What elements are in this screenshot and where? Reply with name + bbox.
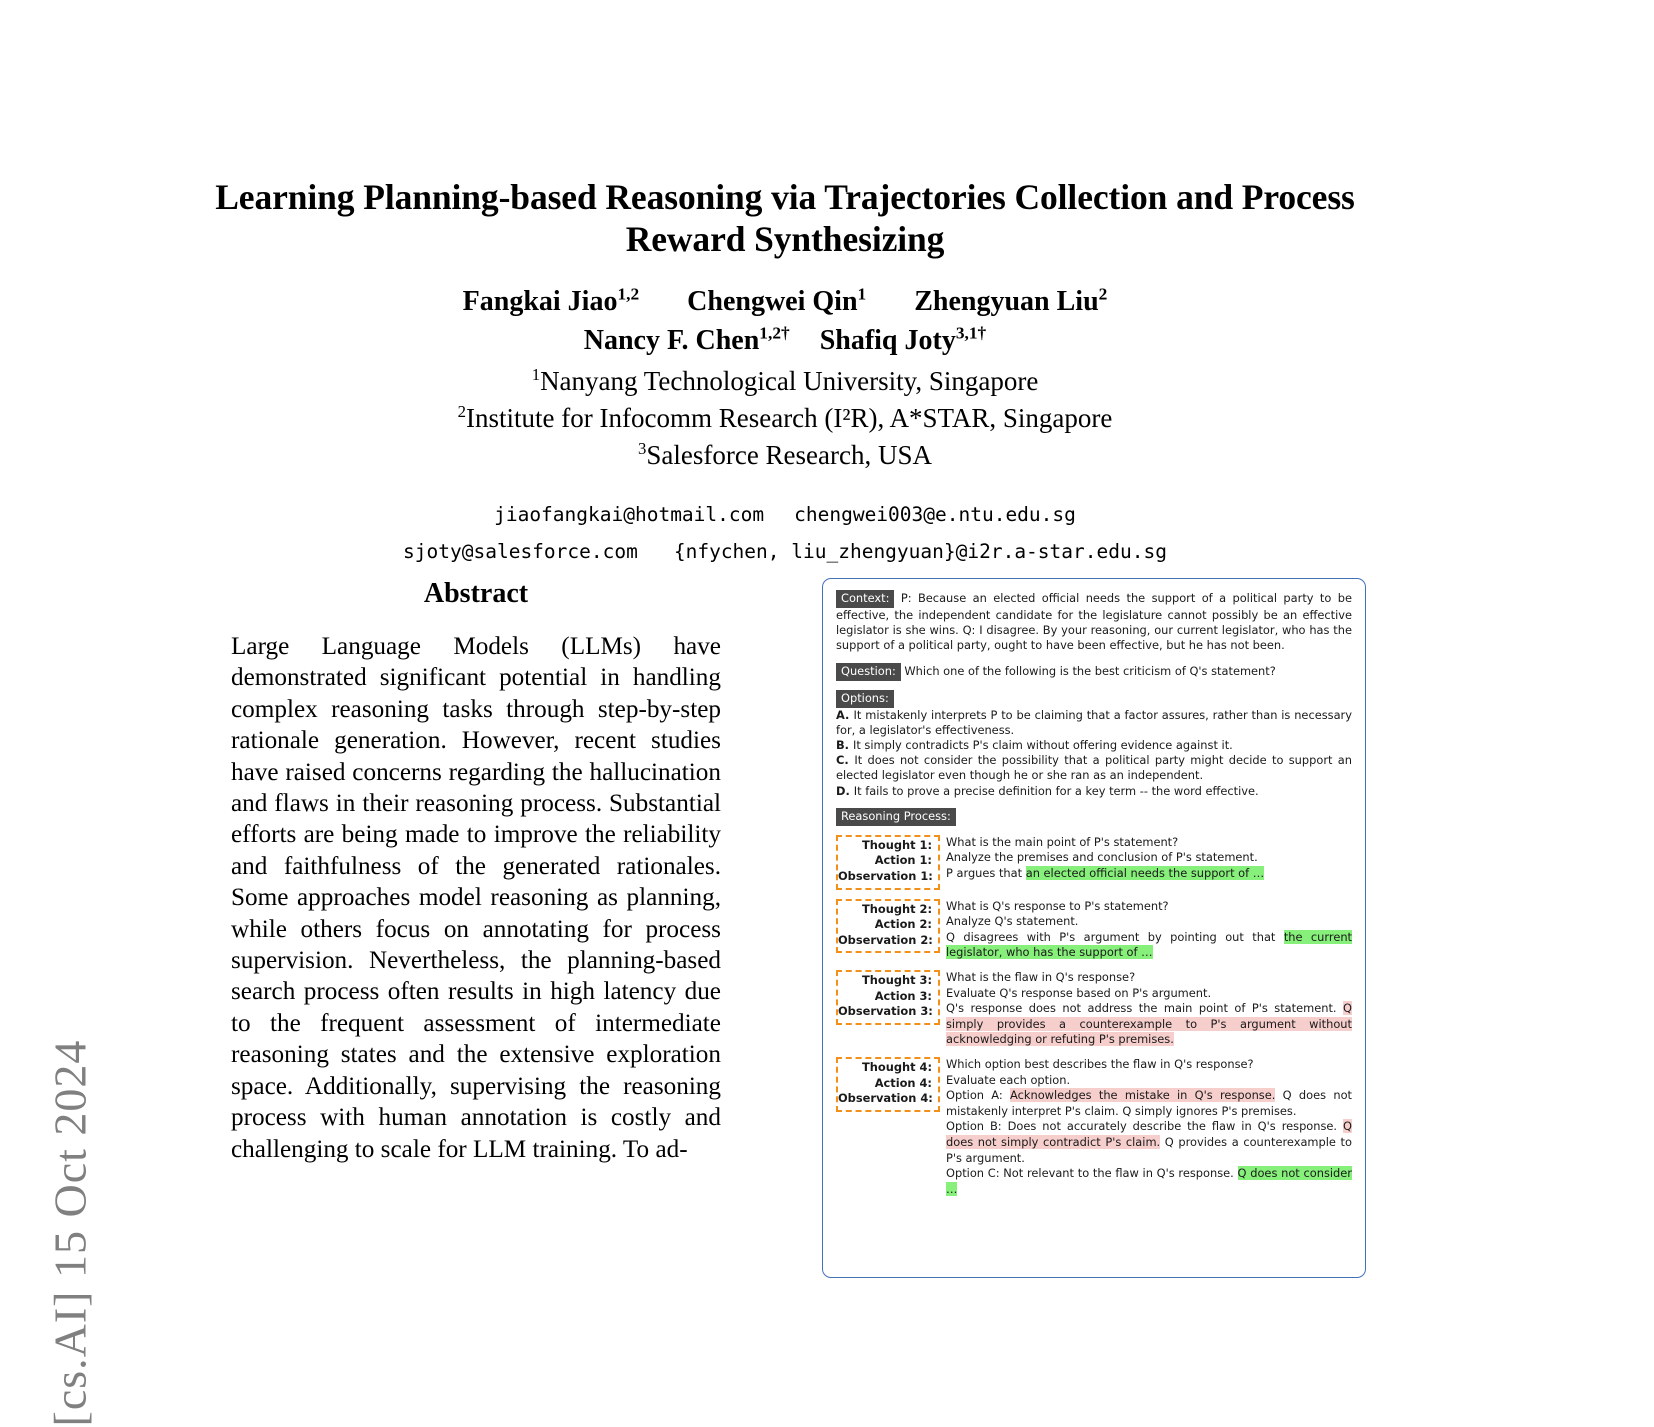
trailing-highlight: Q does not consider …: [946, 1166, 1352, 1196]
observation-label: Observation 2:: [838, 932, 933, 947]
observation-highlight: the current legislator, who has the support of …: [946, 929, 1353, 960]
affiliation-item: [190, 400, 1380, 437]
arxiv-stamp: [0, 0, 150, 1427]
observation-prefix: Q disagrees with P's argument by pointing out that: [946, 929, 1284, 944]
reasoning-step-inner: [836, 970, 1352, 1048]
action-label: Action 4:: [874, 1075, 932, 1090]
author-affiliation-marker: 3,1†: [955, 323, 987, 343]
thought-label: Thought 4:: [862, 1059, 932, 1074]
reasoning-step: [836, 899, 1352, 961]
arxiv-stamp-text: [cs.AI] 15 Oct 2024: [44, 1039, 96, 1427]
observation-highlight: an elected official needs the support of …: [1025, 866, 1265, 881]
thought-text: Which option best describes the flaw in Q's response?: [946, 1056, 1254, 1071]
reasoning-step-labels: [836, 970, 940, 1025]
affiliation-text: Institute for Infocomm Research (I²R), A*STAR, Singapore: [466, 403, 1113, 433]
trailing-option-line: [946, 1166, 1352, 1197]
trailing-highlight: Q does not simply contradict P's claim.: [946, 1119, 1352, 1149]
reasoning-step-bodies: [940, 899, 1352, 961]
option-letter: A.: [836, 707, 854, 722]
observation-text: [946, 1001, 1352, 1048]
option-letter: B.: [836, 738, 853, 753]
context-paragraph: [836, 590, 1352, 654]
affiliation-marker: 1: [531, 365, 541, 384]
reasoning-step: [836, 970, 1352, 1048]
email-address[interactable]: jiaofangkai@hotmail.com: [494, 503, 765, 526]
thought-text: What is the flaw in Q's response?: [946, 969, 1136, 984]
observation-highlight: Q simply provides a counterexample to P's argument without acknowledging or refuting P's premises.: [946, 1001, 1352, 1047]
option-text: It mistakenly interprets P to be claiming that a factor assures, rather than is necessary for, a legislator's effectiveness.: [836, 707, 1352, 737]
option-text: It does not consider the possibility that a political party might decide to support an elected legislator even though he or she ran as an independent.: [836, 753, 1352, 783]
example-figure-panel: [822, 578, 1366, 1278]
reasoning-step-inner: [836, 1057, 1352, 1119]
action-label: Action 1:: [874, 853, 932, 868]
affiliation-text: Nanyang Technological University, Singapore: [540, 366, 1039, 396]
option-line: [836, 738, 1352, 753]
author-name: Shafiq Joty$^{3,1\dagger}$: [819, 323, 987, 356]
observation-prefix: P argues that: [946, 866, 1026, 881]
abstract-heading: Abstract: [423, 578, 529, 609]
author-affiliation-marker: 1: [857, 284, 867, 304]
action-label: Action 2:: [874, 917, 932, 932]
observation-highlight: Acknowledges the mistake in Q's response.: [1010, 1088, 1276, 1103]
option-line: [836, 753, 1352, 783]
thought-label: Thought 1:: [862, 837, 932, 852]
option-text: It simply contradicts P's claim without offering evidence against it.: [852, 738, 1233, 753]
reasoning-step-bodies: [940, 1057, 1352, 1119]
reasoning-step-inner: [836, 835, 1352, 890]
reasoning-step: [836, 835, 1352, 890]
abstract-section: [231, 578, 721, 1165]
reasoning-step-bodies: [940, 970, 1352, 1048]
thought-label: Thought 3:: [862, 972, 932, 987]
author-name: Chengwei Qin$^1$: [687, 284, 867, 317]
author-affiliation-marker: 1,2: [617, 284, 640, 304]
thought-text: What is the main point of P's statement?: [946, 834, 1179, 849]
options-list: [836, 708, 1352, 799]
action-text: Evaluate each option.: [946, 1072, 1071, 1087]
author-affiliation-marker: 2: [1098, 284, 1108, 304]
observation-prefix: Q's response does not address the main point of P's statement.: [946, 1001, 1344, 1016]
author-name: Fangkai Jiao$^{1,2}$: [462, 284, 640, 317]
action-text: Evaluate Q's response based on P's argument.: [946, 985, 1212, 1000]
options-tag: Options:: [836, 690, 894, 708]
affiliation-item: [190, 437, 1380, 474]
reasoning-tag-row: [836, 808, 1352, 826]
paper-header: [190, 176, 1380, 570]
affiliation-item: [190, 363, 1380, 400]
observation-text: [946, 930, 1352, 961]
question-text: Which one of the following is the best criticism of Q's statement?: [904, 663, 1276, 678]
affiliation-list: [190, 363, 1380, 474]
options-tag-row: [836, 690, 1352, 708]
context-text: P: Because an elected official needs the support of a political party to be effective, the independent candidate for the legislature cannot possibly be an effective legislator is she wins. Q: I disagree. By your reasoning, our current legislator, who has the support of a political party, ought to have been effective, but he has not been.: [836, 591, 1353, 653]
option-text: It fails to prove a precise definition for a key term -- the word effective.: [853, 783, 1259, 798]
affiliation-text: Salesforce Research, USA: [646, 440, 933, 470]
observation-prefix: Option A:: [946, 1088, 1011, 1103]
trailing-option-lines: [836, 1119, 1352, 1197]
abstract-body: Large Language Models (LLMs) have demonstrated significant potential in handling complex reasoning tasks through step-by-step rationale generation. However, recent studies have raised concerns regarding the hallucination and flaws in their reasoning process. Substantial efforts are being made to improve the reliability and faithfulness of the generated rationales. Some approaches model reasoning as planning, while others focus on annotating for process supervision. Nevertheless, the planning-based search process often results in high latency due to the frequent assessment of intermediate reasoning states and the extensive exploration space. Additionally, supervising the reasoning process with human annotation is costly and challenging to scale for LLM training. To ad-: [231, 633, 721, 1163]
author-name: Nancy F. Chen$^{1,2\dagger}$: [583, 323, 790, 356]
email-list: [190, 496, 1380, 570]
reasoning-step-bodies: [940, 835, 1352, 882]
observation-text: [946, 1088, 1352, 1119]
author-line-2: [190, 321, 1380, 360]
question-tag: Question:: [836, 663, 901, 681]
observation-label: Observation 3:: [838, 1004, 933, 1019]
email-address[interactable]: {nfychen, liu_zhengyuan}@i2r.a-star.edu.sg: [673, 540, 1167, 563]
observation-label: Observation 4:: [838, 1091, 933, 1106]
reasoning-step-labels: [836, 899, 940, 954]
option-letter: D.: [836, 783, 854, 798]
reasoning-step: [836, 1057, 1352, 1119]
email-line: [190, 533, 1380, 570]
author-line-1: [190, 282, 1380, 321]
thought-label: Thought 2:: [862, 901, 932, 916]
page-title: Learning Planning-based Reasoning via Trajectories Collection and Process Reward Synthesizing: [215, 177, 1355, 259]
trailing-suffix: Q provides a counterexample to P's argument.: [946, 1134, 1352, 1165]
reasoning-steps-list: [836, 835, 1352, 1120]
question-paragraph: [836, 663, 1352, 681]
author-name: Zhengyuan Liu$^2$: [914, 284, 1108, 317]
trailing-prefix: Option C: Not relevant to the flaw in Q's response.: [946, 1166, 1238, 1181]
option-line: [836, 708, 1352, 738]
reasoning-step-labels: [836, 1057, 940, 1112]
trailing-option-line: [946, 1119, 1352, 1166]
affiliation-marker: 2: [457, 402, 467, 421]
thought-text: What is Q's response to P's statement?: [946, 898, 1169, 913]
email-address[interactable]: chengwei003@e.ntu.edu.sg: [794, 503, 1076, 526]
email-address[interactable]: sjoty@salesforce.com: [403, 540, 638, 563]
observation-label: Observation 1:: [838, 869, 933, 884]
option-line: [836, 784, 1352, 799]
option-letter: C.: [836, 753, 855, 768]
author-affiliation-marker: 1,2†: [759, 323, 790, 343]
reasoning-step-inner: [836, 899, 1352, 961]
action-text: Analyze Q's statement.: [946, 914, 1079, 929]
observation-text: [946, 866, 1352, 882]
reasoning-process-tag: Reasoning Process:: [836, 808, 956, 826]
trailing-prefix: Option B: Does not accurately describe the flaw in Q's response.: [946, 1119, 1344, 1134]
reasoning-step-labels: [836, 835, 940, 890]
action-text: Analyze the premises and conclusion of P's statement.: [946, 850, 1258, 865]
context-tag: Context:: [836, 590, 894, 608]
affiliation-marker: 3: [637, 439, 647, 458]
email-line: [190, 496, 1380, 533]
observation-suffix: Q does not mistakenly interpret P's claim. Q simply ignores P's premises.: [946, 1088, 1353, 1118]
action-label: Action 3:: [874, 988, 932, 1003]
